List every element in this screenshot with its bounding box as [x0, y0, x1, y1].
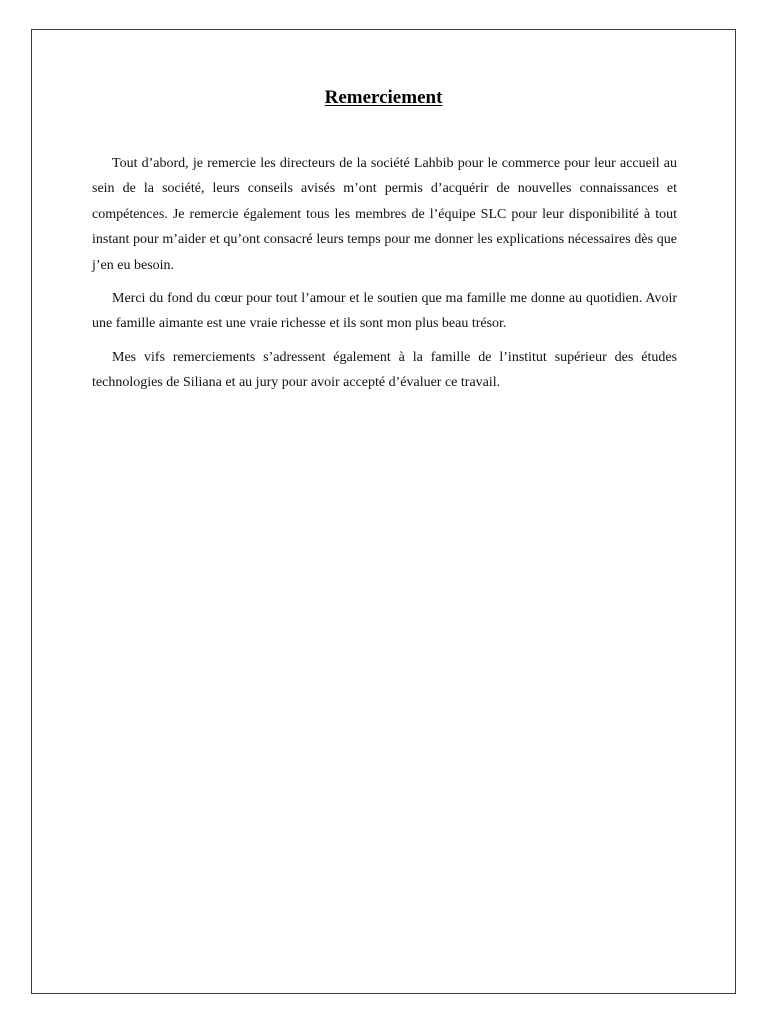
- page-title: Remerciement: [324, 87, 443, 108]
- paragraph-thanks-family: Merci du fond du cœur pour tout l’amour et le soutien que ma famille me donne au quotidien. Avoir une famille aimante est une vraie richesse et ils sont mon plus beau trésor.: [92, 291, 677, 332]
- paragraph-thanks-company: Tout d’abord, je remercie les directeurs de la société Lahbib pour le commerce pour leur accueil au sein de la société, leurs conseils avisés m’ont permis d’acquérir de nouvelles connaissances et compétences. Je remercie également tous les membres de l’équipe SLC pour leur disponibilité à tout instant pour m’aider et qu’ont consacré leurs temps pour me donner les explications nécessaires dès que j’en eu besoin.: [92, 156, 677, 273]
- document-body: [92, 151, 677, 404]
- paragraph-thanks-institute: Mes vifs remerciements s’adressent également à la famille de l’institut supérieur des études technologies de Siliana et au jury pour avoir accepté d’évaluer ce travail.: [92, 349, 677, 391]
- document-page: [31, 29, 736, 994]
